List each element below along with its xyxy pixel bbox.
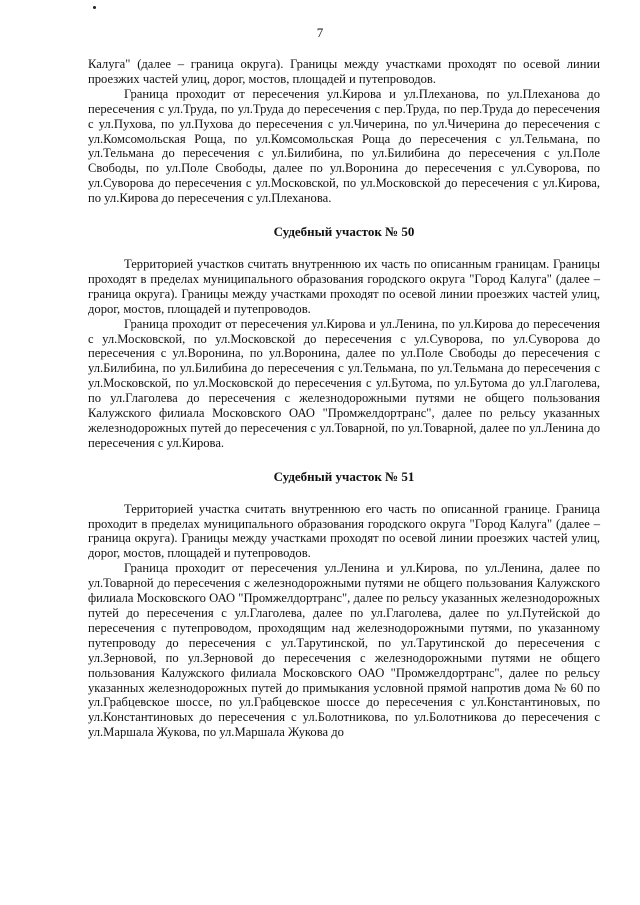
section-heading-51: Судебный участок № 51 [273, 468, 415, 484]
s50-paragraph-1: Территорией участков считать внутреннюю их часть по описанным границам. Границы проходят в пределах муниципального образования городского округа "Город Калуга" (далее – граница округа). Границы между участками проходят по осевой линии проезжих частей улиц, дорог, мостов, площадей и путепроводов. [88, 256, 600, 316]
intro-paragraph-2: Граница проходит от пересечения ул.Кирова и ул.Плеханова, по ул.Плеханова до пересечения с ул.Труда, по ул.Труда до пересечения с пер.Труда, по пер.Труда до пересечения с ул.Пухова, по ул.Пухова до пересечения с ул.Чичерина, по ул.Чичерина до пересечения с ул.Комсомольская Роща, по ул.Комсомольская Роща до пересечения с ул.Тельмана, по ул.Тельмана до пересечения с ул.Билибина, по ул.Билибина до пересечения с ул.Поле Свободы, по ул.Поле Свободы, далее по ул.Воронина до пересечения с ул.Суворова, по ул.Суворова до пересечения с ул.Московской, по ул.Московской до пересечения с ул.Кирова, по ул.Кирова до пересечения с ул.Плеханова. [88, 86, 600, 206]
section-heading-50: Судебный участок № 50 [273, 224, 415, 240]
page-number: 7 [316, 25, 324, 40]
scan-speck [93, 6, 96, 9]
intro-paragraph-1: Калуга" (далее – граница округа). Границы между участками проходят по осевой линии проезжих частей улиц, дорог, мостов, площадей и путепроводов. [88, 57, 600, 86]
document-body [88, 57, 600, 740]
s50-paragraph-2: Граница проходит от пересечения ул.Кирова и ул.Ленина, по ул.Кирова до пересечения с ул.Московской, по ул.Московской до пересечения с ул.Суворова, по ул.Суворова до пересечения с ул.Воронина, по ул.Воронина, далее по ул.Поле Свободы до пересечения с ул.Билибина, по ул.Билибина до пересечения с ул.Тельмана, по ул.Тельмана до пересечения с ул.Московской, по ул.Московской до пересечения с ул.Бутома, по ул.Бутома до ул.Глаголева, по ул.Глаголева до пересечения с железнодорожными путями не общего пользования Калужского филиала Московского ОАО "Промжелдортранс", далее по рельсу указанных железнодорожных путей до пересечения с ул.Товарной, по ул.Товарной, далее по ул.Ленина до пересечения с ул.Кирова. [88, 316, 600, 450]
s51-paragraph-1: Территорией участка считать внутреннюю его часть по описанной границе. Граница проходит в пределах муниципального образования городского округа "Город Калуга" (далее – граница округа). Границы между участками проходят по осевой линии проезжих частей улиц, дорог, мостов, площадей и путепроводов. [88, 501, 600, 561]
s51-paragraph-2: Граница проходит от пересечения ул.Ленина и ул.Кирова, по ул.Ленина, далее по ул.Товарной до пересечения с железнодорожными путями не общего пользования Калужского филиала Московского ОАО "Промжелдортранс", далее по рельсу указанных железнодорожных путей до пересечения с ул.Глаголева, далее по ул.Глаголева, далее по ул.Путейской до пересечения с путепроводом, проходящим над железнодорожными путями, по указанному путепроводу до пересечения с ул.Тарутинской, по ул.Тарутинской до пересечения с ул.Зерновой, по ул.Зерновой до пересечения с железнодорожными путями не общего пользования Калужского филиала Московского ОАО "Промжелдортранс", далее по рельсу указанных железнодорожных путей до примыкания условной прямой напротив дома № 60 по ул.Грабцевское шоссе, по ул.Грабцевское шоссе до пересечения с ул.Константиновых, по ул.Константиновых до пересечения с ул.Болотникова, по ул.Болотникова до пересечения с ул.Маршала Жукова, по ул.Маршала Жукова до [88, 561, 600, 740]
